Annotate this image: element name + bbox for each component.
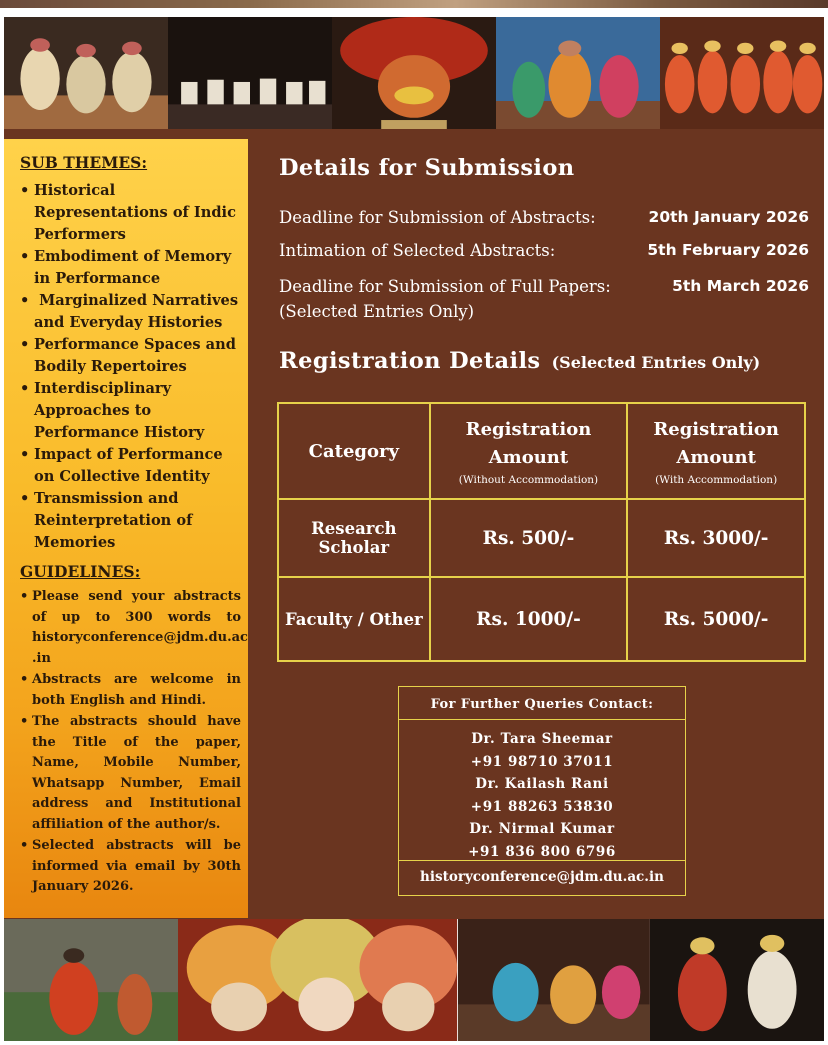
contact-heading: For Further Queries Contact: [399, 687, 685, 720]
contact-email[interactable]: historyconference@jdm.du.ac.in [399, 860, 685, 894]
sub-themes-title: SUB THEMES: [20, 153, 148, 172]
amount-with-cell: Rs. 3000/- [627, 499, 805, 577]
row-label: Deadline for Submission of Full Papers: [279, 277, 611, 296]
contact-phone: +91 98710 37011 [470, 753, 614, 770]
registration-table [277, 402, 806, 662]
masked-dancers-photo [650, 919, 824, 1041]
top-photo-edge [0, 0, 828, 8]
category-cell: Faculty / Other [278, 577, 430, 661]
list-item: • Please send your abstracts of up to 300 words to historyconference@jdm.du.ac .in [20, 587, 241, 669]
contact-name: Dr. Kailash Rani [475, 776, 609, 793]
registration-heading [279, 348, 760, 374]
row-label: Intimation of Selected Abstracts: [279, 241, 556, 260]
amount-without-cell: Rs. 1000/- [430, 577, 628, 661]
guidelines-section [20, 562, 248, 899]
contact-phone: +91 88263 53830 [470, 798, 614, 815]
music-ensemble-photo [168, 17, 332, 129]
list-item: • Abstracts are welcome in both English and Hindi. [20, 670, 241, 711]
list-item: • The abstracts should have the Title of the paper, Name, Mobile Number, Whatsapp Number, Email address and Institutional affiliation of the author/s. [20, 712, 241, 835]
top-photo-strip [4, 17, 824, 129]
night-performance-photo [458, 919, 650, 1041]
yakshagana-masks-photo [178, 919, 457, 1041]
with-accommodation-header [627, 403, 805, 499]
row-date: 5th February 2026 [647, 241, 809, 259]
table-row [278, 577, 805, 661]
contact-box [398, 686, 686, 896]
header-sub-label: (Without Accommodation) [458, 474, 599, 486]
theyyam-face-photo [332, 17, 496, 129]
table-row [278, 499, 805, 577]
full-papers-row [279, 277, 809, 327]
sub-themes-list [20, 180, 242, 554]
row-label: Deadline for Submission of Abstracts: [279, 208, 596, 227]
table-header-row [278, 403, 805, 499]
row-label-note: (Selected Entries Only) [279, 302, 475, 321]
contact-name: Dr. Tara Sheemar [471, 731, 613, 747]
list-item: • Impact of Performance on Collective Identity [20, 444, 242, 488]
bottom-photo-strip [4, 919, 824, 1041]
list-item: • Interdisciplinary Approaches to Performance History [20, 378, 242, 444]
list-item: • Performance Spaces and Bodily Repertoires [20, 334, 242, 378]
header-main-label: Registration Amount [465, 419, 592, 468]
category-header [278, 403, 430, 499]
amount-with-cell: Rs. 5000/- [627, 577, 805, 661]
sub-themes-section [20, 153, 242, 554]
guidelines-title: GUIDELINES: [20, 562, 141, 581]
group-dance-photo [660, 17, 824, 129]
dance-photo-1 [4, 17, 168, 129]
row-date: 20th January 2026 [648, 208, 809, 226]
registration-title: Registration Details [279, 348, 541, 374]
registration-subtitle: (Selected Entries Only) [551, 353, 761, 372]
folk-dance-photo [496, 17, 660, 129]
guidelines-list [20, 587, 248, 898]
list-item: • Historical Representations of Indic Performers [20, 180, 242, 246]
list-item: • Marginalized Narratives and Everyday Histories [20, 290, 242, 334]
contact-people [399, 720, 685, 860]
list-item: • Transmission and Reinterpretation of Memories [20, 488, 242, 554]
list-item: • Selected abstracts will be informed via email by 30th January 2026. [20, 836, 241, 898]
crowd-dance-photo [4, 919, 178, 1041]
submission-title: Details for Submission [279, 155, 575, 181]
contact-phone: +91 836 800 6796 [468, 843, 616, 860]
row-date: 5th March 2026 [672, 277, 809, 295]
list-item: • Embodiment of Memory in Performance [20, 246, 242, 290]
left-info-panel [4, 139, 248, 918]
contact-name: Dr. Nirmal Kumar [469, 821, 615, 838]
header-main-label: Registration Amount [653, 419, 779, 468]
category-header-label: Category [308, 440, 399, 462]
category-cell: Research Scholar [278, 499, 430, 577]
amount-without-cell: Rs. 500/- [430, 499, 628, 577]
without-accommodation-header [430, 403, 628, 499]
header-sub-label: (With Accommodation) [655, 474, 778, 486]
